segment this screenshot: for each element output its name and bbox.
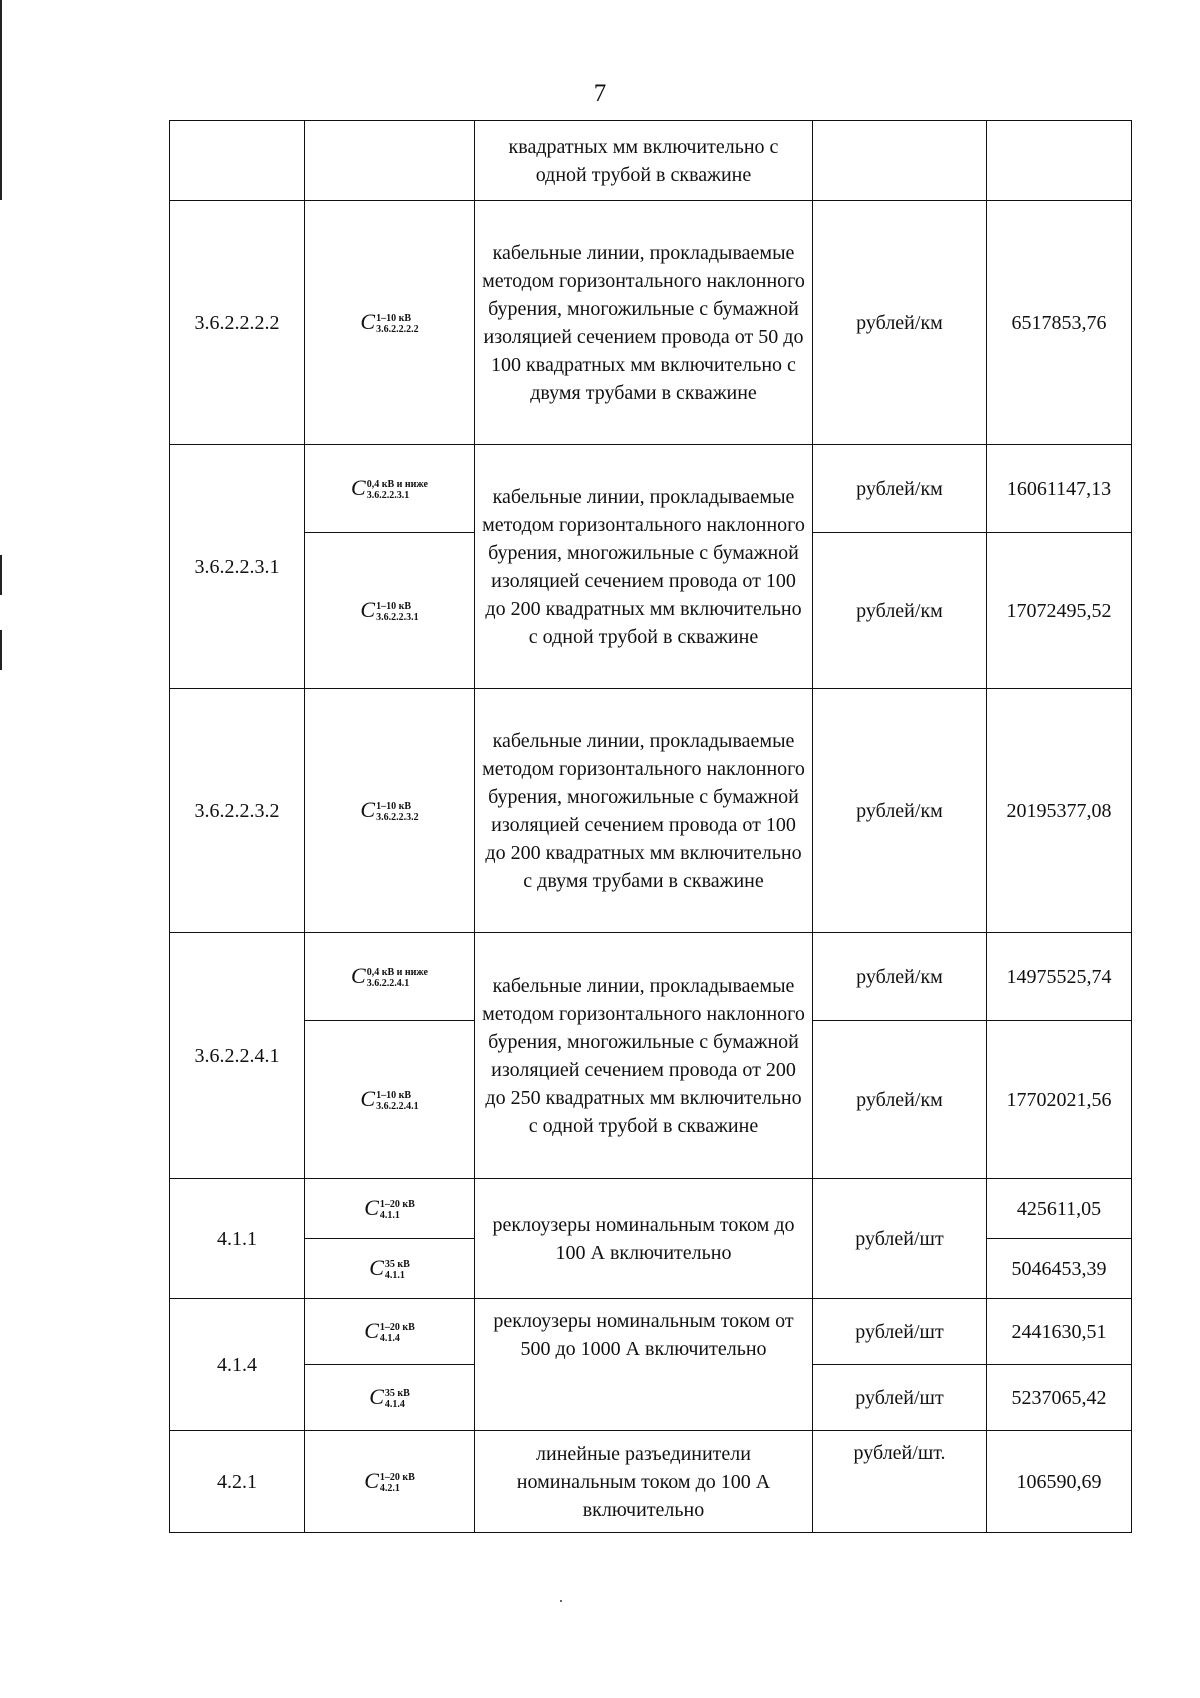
symbol-cell: [305, 1299, 475, 1365]
row-number-cell: 4.1.1: [170, 1179, 305, 1299]
page-number: 7: [593, 80, 607, 107]
unit-cell: рублей/км: [813, 445, 987, 533]
symbol-cell: [305, 1365, 475, 1431]
table-row: [170, 1179, 1132, 1239]
value-cell: 6517853,76: [987, 201, 1132, 445]
row-number-cell: 3.6.2.2.2.2: [170, 201, 305, 445]
scan-speck: [560, 1600, 562, 1602]
unit-cell: рублей/шт.: [813, 1431, 987, 1533]
symbol-cell: [305, 121, 475, 201]
value-cell: 16061147,13: [987, 445, 1132, 533]
value-cell: 14975525,74: [987, 933, 1132, 1021]
symbol-cell: [305, 1179, 475, 1239]
symbol-cell: [305, 533, 475, 689]
description-cell: кабельные линии, прокладываемые методом горизонтального наклонного бурения, многожильные с бумажной изоляцией сечением провода от 50 до 100 квадратных мм включительно с двумя трубами в скважине: [475, 201, 813, 445]
row-number-cell: 4.1.4: [170, 1299, 305, 1431]
symbol-cell: [305, 1431, 475, 1533]
table-row: [170, 445, 1132, 533]
description-cell: кабельные линии, прокладываемые методом горизонтального наклонного бурения, многожильные с бумажной изоляцией сечением провода от 200 до 250 квадратных мм включительно с одной трубой в скважине: [475, 933, 813, 1179]
table-row: [170, 1431, 1132, 1533]
value-cell: 17072495,52: [987, 533, 1132, 689]
description-cell: кабельные линии, прокладываемые методом горизонтального наклонного бурения, многожильные с бумажной изоляцией сечением провода от 100 до 200 квадратных мм включительно с одной трубой в скважине: [475, 445, 813, 689]
value-cell: [987, 121, 1132, 201]
description-cell: реклоузеры номинальным током от 500 до 1000 А включительно: [475, 1299, 813, 1431]
symbol-cell: [305, 689, 475, 933]
description-cell: квадратных мм включительно с одной трубой в скважине: [475, 121, 813, 201]
value-cell: 20195377,08: [987, 689, 1132, 933]
description-cell: линейные разъединители номинальным током до 100 А включительно: [475, 1431, 813, 1533]
unit-cell: рублей/км: [813, 533, 987, 689]
row-number-cell: 3.6.2.2.4.1: [170, 933, 305, 1179]
symbol-cell: [305, 201, 475, 445]
table-row: [170, 1299, 1132, 1365]
value-cell: 5046453,39: [987, 1239, 1132, 1299]
scan-edge-mark-lower: [0, 630, 2, 670]
value-cell: 425611,05: [987, 1179, 1132, 1239]
unit-cell: рублей/км: [813, 689, 987, 933]
tariff-symbol: C 1–10 кВ 3.6.2.2.2.2: [360, 309, 419, 335]
tariff-symbol: C 1–20 кВ 4.1.4: [364, 1318, 415, 1344]
value-cell: 106590,69: [987, 1431, 1132, 1533]
description-cell: реклоузеры номинальным током до 100 А включительно: [475, 1179, 813, 1299]
table-row: [170, 689, 1132, 933]
row-number-cell: [170, 121, 305, 201]
symbol-cell: [305, 1021, 475, 1179]
description-cell: кабельные линии, прокладываемые методом горизонтального наклонного бурения, многожильные с бумажной изоляцией сечением провода от 100 до 200 квадратных мм включительно с двумя трубами в скважине: [475, 689, 813, 933]
unit-cell: рублей/км: [813, 1021, 987, 1179]
unit-cell: рублей/км: [813, 933, 987, 1021]
symbol-cell: [305, 1239, 475, 1299]
unit-cell: рублей/шт: [813, 1365, 987, 1431]
tariff-symbol: C 1–20 кВ 4.1.1: [364, 1195, 415, 1221]
row-number-cell: 4.2.1: [170, 1431, 305, 1533]
unit-cell: рублей/шт: [813, 1179, 987, 1299]
table-row: [170, 201, 1132, 445]
scan-edge-mark-middle: [0, 555, 2, 595]
tariff-table: [169, 120, 1132, 1533]
tariff-symbol: C 1–10 кВ 3.6.2.2.3.2: [360, 797, 419, 823]
table-row: [170, 933, 1132, 1021]
table-row-continuation: [170, 121, 1132, 201]
tariff-symbol: C 0,4 кВ и ниже 3.6.2.2.4.1: [351, 963, 428, 989]
unit-cell: [813, 121, 987, 201]
tariff-symbol: C 35 кВ 4.1.1: [369, 1255, 410, 1281]
value-cell: 5237065,42: [987, 1365, 1132, 1431]
tariff-symbol: C 1–10 кВ 3.6.2.2.4.1: [360, 1086, 419, 1112]
value-cell: 2441630,51: [987, 1299, 1132, 1365]
row-number-cell: 3.6.2.2.3.1: [170, 445, 305, 689]
tariff-symbol: C 1–10 кВ 3.6.2.2.3.1: [360, 597, 419, 623]
tariff-symbol: C 0,4 кВ и ниже 3.6.2.2.3.1: [351, 475, 428, 501]
row-number-cell: 3.6.2.2.3.2: [170, 689, 305, 933]
symbol-cell: [305, 933, 475, 1021]
value-cell: 17702021,56: [987, 1021, 1132, 1179]
unit-cell: рублей/шт: [813, 1299, 987, 1365]
unit-cell: рублей/км: [813, 201, 987, 445]
tariff-symbol: C 35 кВ 4.1.4: [369, 1384, 410, 1410]
tariff-symbol: C 1–20 кВ 4.2.1: [364, 1468, 415, 1494]
symbol-cell: [305, 445, 475, 533]
